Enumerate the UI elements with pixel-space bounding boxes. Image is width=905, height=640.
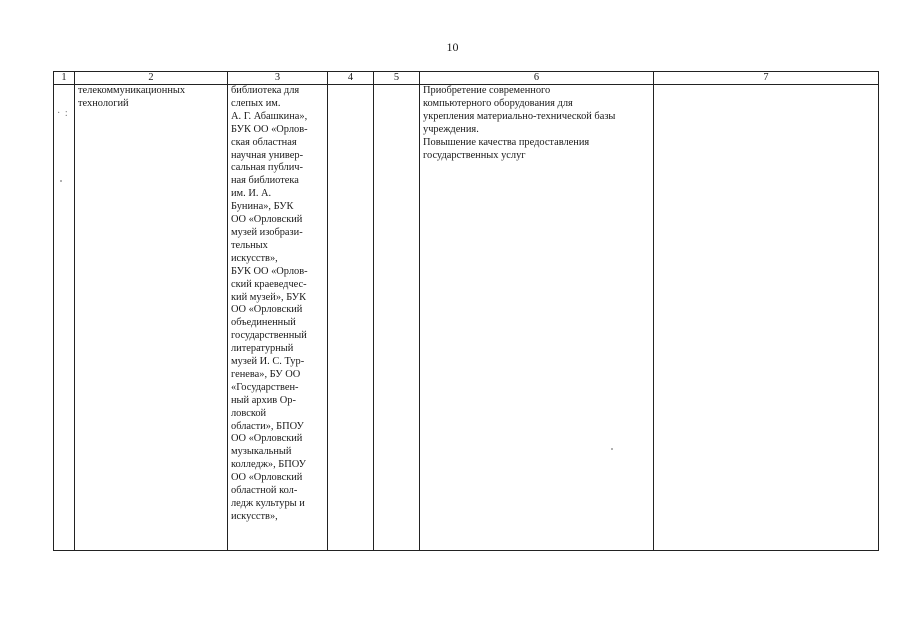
- column-header-1: 1: [54, 72, 75, 85]
- table-header-row: [54, 72, 879, 85]
- column-header-5: 5: [374, 72, 420, 85]
- scan-mark: · :: [57, 108, 69, 119]
- cell-col7: [654, 85, 879, 551]
- column-header-7: 7: [654, 72, 879, 85]
- cell-institutions: библиотека для слепых им. А. Г. Абашкина», БУК ОО «Орлов- ская областная научная универ- сальная публич- ная библиотека им. И. А. Бунина», БУК ОО «Орловский музей изобрази- тельных искусств», БУК ОО «Орлов- ский краеведчес- кий музей», БУК ОО «Орловский объединенный государственный литературный музей И. С. Тур- генева», БУ ОО «Государствен- ный архив Ор- ловской области», БПОУ ОО «Орловский музыкальный колледж», БПОУ ОО «Орловский областной кол- ледж культуры и искусств»,: [228, 85, 328, 551]
- cell-col4: [328, 85, 374, 551]
- cell-col5: [374, 85, 420, 551]
- table-row: [54, 85, 879, 551]
- cell-number: [54, 85, 75, 551]
- document-table: [53, 71, 879, 551]
- column-header-3: 3: [228, 72, 328, 85]
- column-header-6: 6: [420, 72, 654, 85]
- cell-description: Приобретение современного компьютерного оборудования для укрепления материально-технической базы учреждения. Повышение качества предоставления государственных услуг: [420, 85, 654, 551]
- column-header-4: 4: [328, 72, 374, 85]
- page-number: 10: [446, 40, 459, 54]
- column-header-2: 2: [75, 72, 228, 85]
- cell-activity: телекоммуникационных технологий: [75, 85, 228, 551]
